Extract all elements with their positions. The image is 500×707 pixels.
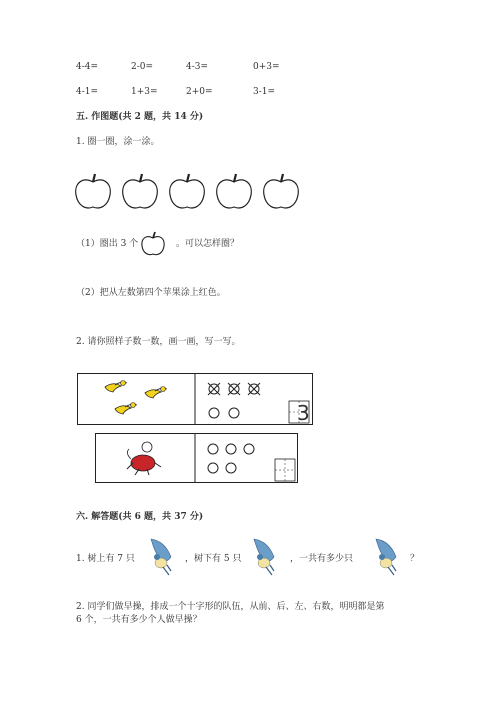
apple-icon: [217, 174, 252, 208]
bluebird-icon: [372, 535, 402, 577]
s6-q1-end: ？: [410, 554, 420, 564]
arith-1-4: 0+3=: [253, 62, 280, 72]
s5-q1-sub1-before: （1）圈出 3 个: [76, 239, 139, 249]
arith-2-3: 2+0=: [186, 87, 213, 97]
monkey-icon: [127, 442, 161, 475]
s5-q1-title: 1. 圈一圈，涂一涂。: [76, 137, 160, 147]
s6-q2-line2: 6 个，一共有多少个人做早操？: [76, 615, 202, 625]
apple-row: [70, 170, 310, 214]
arith-1-2: 2-0=: [131, 62, 154, 72]
s6-q1-prefix: 1. 树上有 7 只: [76, 554, 135, 564]
apple-icon: [264, 174, 299, 208]
crossed-circles: [208, 383, 260, 395]
s5-q1-sub1-after: 。可以怎样圈？: [176, 239, 240, 249]
arith-1-3: 4-3=: [186, 62, 209, 72]
bluebird-icon: [147, 535, 177, 577]
plain-circles: [209, 408, 239, 418]
arith-2-2: 1+3=: [131, 87, 158, 97]
bird-icon: [105, 381, 127, 393]
arith-2-1: 4-1=: [76, 87, 99, 97]
s6-q2-line1: 2. 同学们做早操，排成一个十字形的队伍，从前、后、左、右数，明明都是第: [76, 602, 385, 612]
bird-icon: [145, 387, 167, 399]
example-number: 3: [297, 401, 310, 425]
bird-icon: [115, 403, 137, 415]
s5-q2-title: 2. 请你照样子数一数，画一画，写一写。: [76, 337, 241, 347]
bluebird-icon: [250, 535, 280, 577]
s6-q1-suffix: ，一共有多少只: [290, 554, 354, 564]
circle-group: [208, 444, 254, 473]
example-box: [77, 373, 313, 425]
section-6-heading: 六. 解答题(共 6 题，共 37 分): [76, 512, 204, 522]
s6-q1-middle: ，树下有 5 只: [185, 554, 242, 564]
arith-2-4: 3-1=: [253, 87, 276, 97]
monkey-box: [95, 433, 298, 483]
section-5-heading: 五. 作图题(共 2 题，共 14 分): [76, 112, 204, 122]
arith-1-1: 4-4=: [76, 62, 99, 72]
apple-icon: [170, 174, 205, 208]
apple-icon: [76, 174, 111, 208]
s5-q1-sub2: （2）把从左数第四个苹果涂上红色。: [76, 288, 226, 298]
small-apple-icon: [140, 230, 166, 258]
apple-icon: [123, 174, 158, 208]
